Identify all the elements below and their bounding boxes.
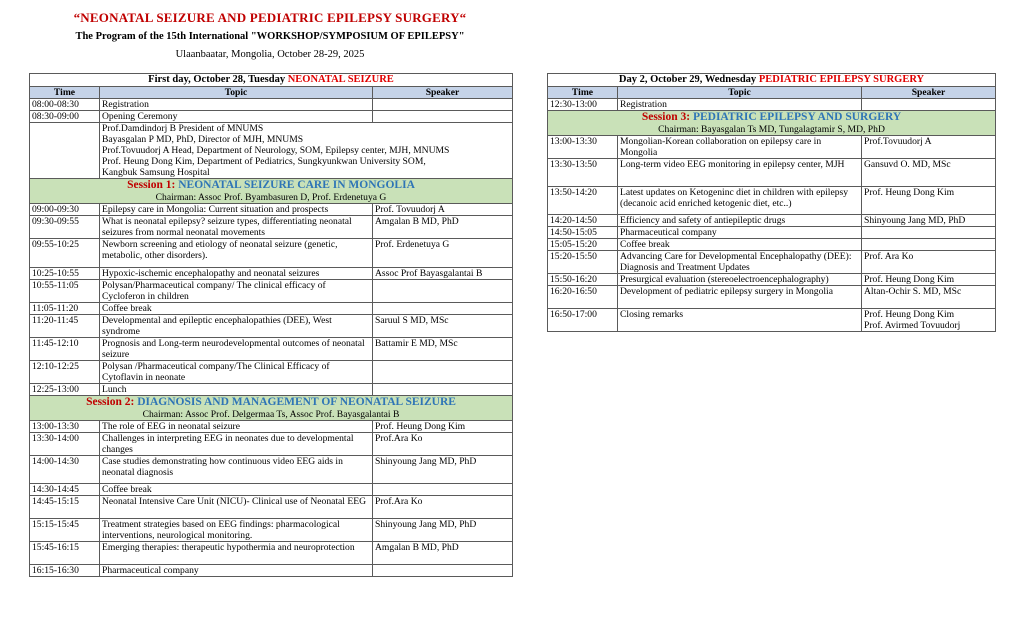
session-chairman: Chairman: Bayasgalan Ts MD, Tungalagtamir S, MD, PhD xyxy=(658,124,885,135)
row-topic: Neonatal Intensive Care Unit (NICU)- Clinical use of Neonatal EEG xyxy=(100,496,373,519)
row-speaker: Prof. Tovuudorj A xyxy=(373,204,513,216)
schedule-row xyxy=(30,565,513,577)
row-speaker xyxy=(862,99,996,111)
col-speaker-header: Speaker xyxy=(373,87,513,99)
schedule-row xyxy=(548,187,996,215)
row-speaker: Prof. Ara Ko xyxy=(862,251,996,274)
row-topic: Polysan/Pharmaceutical company/ The clinical efficacy of Cycloferon in children xyxy=(100,280,373,303)
day2-column-header xyxy=(548,87,996,99)
row-topic: Efficiency and safety of antiepileptic drugs xyxy=(618,215,862,227)
row-time: 10:55-11:05 xyxy=(30,280,100,303)
session-label: Session 2: xyxy=(86,396,135,408)
schedule-row xyxy=(30,280,513,303)
row-speaker: Prof. Heung Dong Kim xyxy=(862,187,996,215)
row-time: 10:25-10:55 xyxy=(30,268,100,280)
row-speaker: Shinyoung Jang MD, PhD xyxy=(373,519,513,542)
row-time: 13:00-13:30 xyxy=(30,421,100,433)
program-title: “NEONATAL SEIZURE AND PEDIATRIC EPILEPSY SURGERY“ xyxy=(73,10,467,25)
row-time: 16:50-17:00 xyxy=(548,309,618,332)
session-title xyxy=(32,179,510,192)
row-time: 13:50-14:20 xyxy=(548,187,618,215)
session-chairman: Chairman: Assoc Prof. Delgermaa Ts, Assoc Prof. Bayasgalantai B xyxy=(142,409,400,420)
row-speaker: Altan-Ochir S. MD, MSc xyxy=(862,286,996,309)
row-time: 14:00-14:30 xyxy=(30,456,100,484)
row-time: 12:10-12:25 xyxy=(30,361,100,384)
row-topic: Epilepsy care in Mongolia: Current situation and prospects xyxy=(100,204,373,216)
row-time: 14:30-14:45 xyxy=(30,484,100,496)
day2-schedule-table xyxy=(547,73,996,332)
opening-ceremony-guests xyxy=(100,123,513,179)
row-topic: Coffee break xyxy=(100,484,373,496)
program-location: Ulaanbaatar, Mongolia, October 28-29, 2025 xyxy=(175,49,365,60)
row-topic: Latest updates on Ketogeninc diet in children with epilepsy (decanoic acid enriched ketogenic diet, etc..) xyxy=(618,187,862,215)
row-topic: What is neonatal epilepsy? seizure types, differentiating neonatal seizures from normal neonatal movements xyxy=(100,216,373,239)
row-speaker: Assoc Prof Bayasgalantai B xyxy=(373,268,513,280)
row-speaker xyxy=(373,99,513,111)
row-topic: Polysan /Pharmaceutical company/The Clinical Efficacy of Cytoflavin in neonate xyxy=(100,361,373,384)
row-speaker: Prof.Tovuudorj A xyxy=(862,136,996,159)
row-time: 09:30-09:55 xyxy=(30,216,100,239)
row-speaker xyxy=(373,565,513,577)
day2-date: Day 2, October 29, Wednesday xyxy=(618,74,757,85)
row-time: 11:45-12:10 xyxy=(30,338,100,361)
row-topic: Pharmaceutical company xyxy=(618,227,862,239)
session-header-row xyxy=(30,396,513,421)
day1-title-row xyxy=(30,74,513,87)
session-label: Session 1: xyxy=(127,179,176,191)
row-speaker: Prof. Erdenetuya G xyxy=(373,239,513,268)
ceremony-guest-line: Prof.Damdindorj B President of MNUMS xyxy=(102,123,264,134)
schedule-row xyxy=(548,274,996,286)
day1-date: First day, October 28, Tuesday xyxy=(148,74,286,85)
schedule-row xyxy=(30,239,513,268)
row-speaker xyxy=(862,309,996,332)
row-speaker xyxy=(373,361,513,384)
row-time: 08:30-09:00 xyxy=(30,111,100,123)
row-time: 14:20-14:50 xyxy=(548,215,618,227)
row-topic: Long-term video EEG monitoring in epilepsy center, MJH xyxy=(618,159,862,187)
row-topic: Lunch xyxy=(100,384,373,396)
row-topic: Coffee break xyxy=(618,239,862,251)
row-time: 15:20-15:50 xyxy=(548,251,618,274)
col-topic-header: Topic xyxy=(100,87,373,99)
row-speaker: Shinyoung Jang MD, PhD xyxy=(373,456,513,484)
row-topic: Challenges in interpreting EEG in neonates due to developmental changes xyxy=(100,433,373,456)
session-name: PEDIATRIC EPILEPSY AND SURGERY xyxy=(690,111,902,123)
schedule-row xyxy=(30,519,513,542)
opening-ceremony-guests-row xyxy=(30,123,513,179)
schedule-row xyxy=(30,542,513,565)
row-time: 13:00-13:30 xyxy=(548,136,618,159)
row-topic: Opening Ceremony xyxy=(100,111,373,123)
session-header xyxy=(30,179,513,204)
schedule-row xyxy=(30,496,513,519)
row-speaker: Prof. Heung Dong Kim xyxy=(862,274,996,286)
schedule-row xyxy=(30,315,513,338)
program-subtitle: The Program of the 15th International "WORKSHOP/SYMPOSIUM OF EPILEPSY" xyxy=(75,31,465,42)
schedule-row xyxy=(30,268,513,280)
col-time-header: Time xyxy=(548,87,618,99)
row-speaker xyxy=(862,239,996,251)
row-time: 13:30-13:50 xyxy=(548,159,618,187)
row-speaker: Amgalan B MD, PhD xyxy=(373,542,513,565)
row-topic: Closing remarks xyxy=(618,309,862,332)
session-header xyxy=(548,111,996,136)
row-topic: Newborn screening and etiology of neonatal seizure (genetic, metabolic, other disorders). xyxy=(100,239,373,268)
row-speaker: Amgalan B MD, PhD xyxy=(373,216,513,239)
row-time: 14:45-15:15 xyxy=(30,496,100,519)
row-topic: Emerging therapies: therapeutic hypothermia and neuroprotection xyxy=(100,542,373,565)
row-speaker xyxy=(373,303,513,315)
ceremony-guest-line: Prof. Heung Dong Kim, Department of Pediatrics, Sungkyunkwan University SOM, xyxy=(102,156,426,167)
row-time: 15:45-16:15 xyxy=(30,542,100,565)
row-topic: Prognosis and Long-term neurodevelopmental outcomes of neonatal seizure xyxy=(100,338,373,361)
day2-title-row xyxy=(548,74,996,87)
row-topic: Treatment strategies based on EEG findings: pharmacological interventions, neurological monitoring. xyxy=(100,519,373,542)
session-header-row xyxy=(30,179,513,204)
schedule-row xyxy=(30,456,513,484)
row-speaker xyxy=(862,227,996,239)
row-time: 08:00-08:30 xyxy=(30,99,100,111)
session-header-row xyxy=(548,111,996,136)
row-topic: Development of pediatric epilepsy surgery in Mongolia xyxy=(618,286,862,309)
session-label: Session 3: xyxy=(641,111,691,123)
ceremony-guest-line: Prof.Tovuudorj A Head, Department of Neurology, SOM, Epilepsy center, MJH, MNUMS xyxy=(102,145,450,156)
schedule-row xyxy=(548,99,996,111)
row-time: 16:20-16:50 xyxy=(548,286,618,309)
schedule-row xyxy=(30,384,513,396)
row-topic: Pharmaceutical company xyxy=(100,565,373,577)
schedule-row xyxy=(548,286,996,309)
row-time: 13:30-14:00 xyxy=(30,433,100,456)
session-name: NEONATAL SEIZURE CARE IN MONGOLIA xyxy=(175,179,415,191)
row-topic: Registration xyxy=(618,99,862,111)
day2-theme: PEDIATRIC EPILEPSY SURGERY xyxy=(758,74,925,85)
schedule-row xyxy=(30,303,513,315)
closing-speaker: Prof. Avirmed Tovuudorj xyxy=(864,320,961,331)
schedule-row xyxy=(548,136,996,159)
schedule-row xyxy=(30,433,513,456)
row-time: 12:30-13:00 xyxy=(548,99,618,111)
session-title xyxy=(32,396,510,409)
schedule-row xyxy=(30,204,513,216)
schedule-row xyxy=(30,484,513,496)
schedule-row xyxy=(30,361,513,384)
row-speaker xyxy=(373,484,513,496)
schedule-row xyxy=(548,159,996,187)
row-speaker: Saruul S MD, MSc xyxy=(373,315,513,338)
row-speaker xyxy=(373,111,513,123)
row-time: 09:55-10:25 xyxy=(30,239,100,268)
row-speaker xyxy=(373,384,513,396)
row-speaker: Prof.Ara Ko xyxy=(373,496,513,519)
ceremony-guest-line: Kangbuk Samsung Hospital xyxy=(102,167,210,178)
schedule-row xyxy=(30,99,513,111)
day1-theme: NEONATAL SEIZURE xyxy=(287,74,394,85)
session-header xyxy=(30,396,513,421)
schedule-row xyxy=(548,227,996,239)
schedule-row xyxy=(548,251,996,274)
row-time: 16:15-16:30 xyxy=(30,565,100,577)
row-time: 15:05-15:20 xyxy=(548,239,618,251)
row-topic: Mongolian-Korean collaboration on epilepsy care in Mongolia xyxy=(618,136,862,159)
row-topic: Registration xyxy=(100,99,373,111)
row-time: 11:05-11:20 xyxy=(30,303,100,315)
col-time-header: Time xyxy=(30,87,100,99)
row-speaker: Gansuvd O. MD, MSc xyxy=(862,159,996,187)
schedule-row xyxy=(548,239,996,251)
schedule-row xyxy=(548,309,996,332)
schedule-row xyxy=(30,111,513,123)
row-speaker: Prof. Heung Dong Kim xyxy=(373,421,513,433)
row-topic: The role of EEG in neonatal seizure xyxy=(100,421,373,433)
row-time: 15:50-16:20 xyxy=(548,274,618,286)
session-title xyxy=(550,111,993,124)
row-time: 12:25-13:00 xyxy=(30,384,100,396)
row-time: 09:00-09:30 xyxy=(30,204,100,216)
ceremony-guest-line: Bayasgalan P MD, PhD, Director of MJH, MNUMS xyxy=(102,134,304,145)
row-speaker: Prof.Ara Ko xyxy=(373,433,513,456)
row-speaker: Battamir E MD, MSc xyxy=(373,338,513,361)
row-topic: Coffee break xyxy=(100,303,373,315)
row-topic: Presurgical evaluation (stereoelectroencephalography) xyxy=(618,274,862,286)
row-topic: Developmental and epileptic encephalopathies (DEE), West syndrome xyxy=(100,315,373,338)
day1-column-header xyxy=(30,87,513,99)
row-time: 15:15-15:45 xyxy=(30,519,100,542)
closing-speaker: Prof. Heung Dong Kim xyxy=(864,309,955,320)
row-topic: Case studies demonstrating how continuous video EEG aids in neonatal diagnosis xyxy=(100,456,373,484)
row-speaker: Shinyoung Jang MD, PhD xyxy=(862,215,996,227)
col-topic-header: Topic xyxy=(618,87,862,99)
col-speaker-header: Speaker xyxy=(862,87,996,99)
row-time: 11:20-11:45 xyxy=(30,315,100,338)
row-topic: Hypoxic-ischemic encephalopathy and neonatal seizures xyxy=(100,268,373,280)
row-speaker xyxy=(373,280,513,303)
row-topic: Advancing Care for Developmental Encephalopathy (DEE): Diagnosis and Treatment Updates xyxy=(618,251,862,274)
row-time xyxy=(30,123,100,179)
schedule-row xyxy=(30,216,513,239)
schedule-row xyxy=(30,338,513,361)
session-name: DIAGNOSIS AND MANAGEMENT OF NEONATAL SEIZURE xyxy=(134,396,456,408)
schedule-row xyxy=(548,215,996,227)
row-time: 14:50-15:05 xyxy=(548,227,618,239)
day1-schedule-table xyxy=(29,73,513,577)
session-chairman: Chairman: Assoc Prof. Byambasuren D, Prof. Erdenetuya G xyxy=(155,192,387,203)
schedule-row xyxy=(30,421,513,433)
